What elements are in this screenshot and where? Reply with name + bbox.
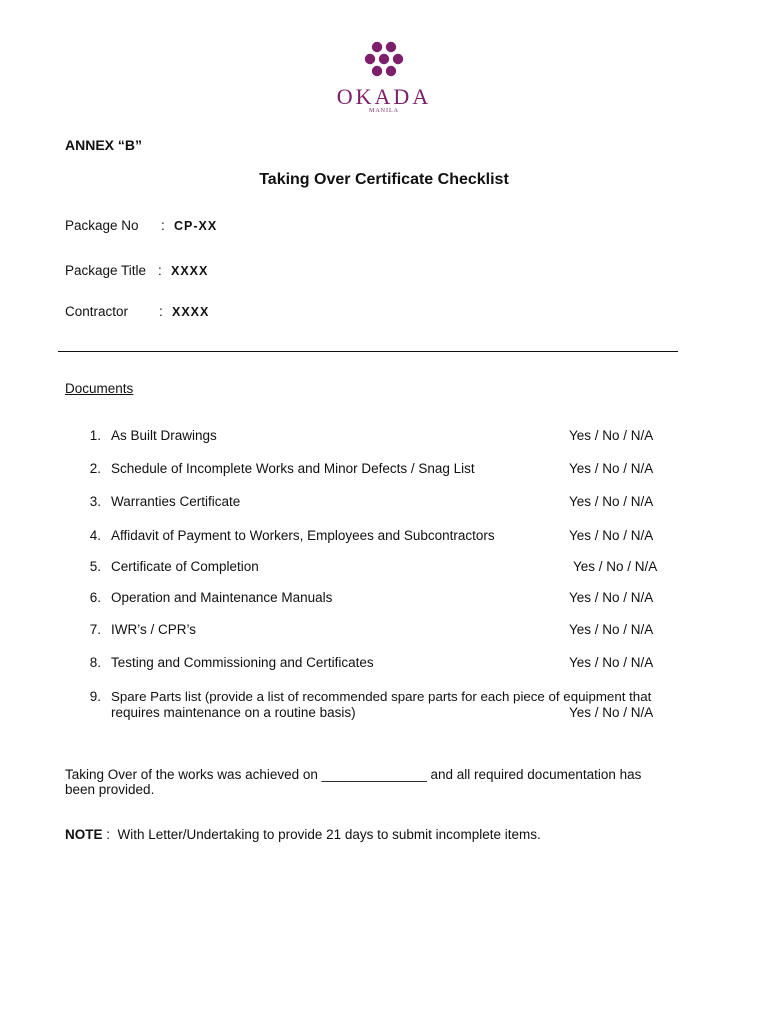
- flower-logo-icon: [364, 40, 404, 82]
- item-number: 8.: [89, 655, 101, 670]
- okada-logo: [329, 40, 439, 120]
- item-text: IWR’s / CPR’s: [111, 622, 197, 637]
- item-text: Affidavit of Payment to Workers, Employees and Subcontractors: [111, 528, 495, 543]
- item-choice: Yes / No / N/A: [569, 461, 654, 476]
- item-text: Operation and Maintenance Manuals: [111, 590, 333, 605]
- item-number: 3.: [89, 494, 101, 509]
- item-choice: Yes / No / N/A: [569, 655, 654, 670]
- item-text-line1: Spare Parts list (provide a list of recommended spare parts for each piece of equipment that: [111, 689, 652, 704]
- item-choice: Yes / No / N/A: [569, 622, 654, 637]
- field-colon: :: [161, 218, 165, 233]
- taking-over-line2: been provided.: [65, 782, 155, 797]
- item-number: 9.: [89, 689, 101, 704]
- documents-heading: Documents: [65, 381, 134, 396]
- item-choice: Yes / No / N/A: [573, 559, 658, 574]
- annex-label: ANNEX “B”: [65, 137, 143, 153]
- field-value: XXXX: [171, 264, 209, 278]
- item-text-line2: requires maintenance on a routine basis): [111, 705, 356, 720]
- item-choice: Yes / No / N/A: [569, 494, 654, 509]
- item-choice: Yes / No / N/A: [569, 428, 654, 443]
- note-label: NOTE: [65, 827, 103, 842]
- note: [65, 827, 541, 842]
- field-label: Package Title: [65, 263, 147, 278]
- item-choice: Yes / No / N/A: [569, 590, 654, 605]
- divider-line: [58, 351, 678, 352]
- item-text: Certificate of Completion: [111, 559, 259, 574]
- field-label: Package No: [65, 218, 139, 233]
- item-choice: Yes / No / N/A: [569, 705, 654, 720]
- item-text: Warranties Certificate: [111, 494, 241, 509]
- field-colon: :: [159, 304, 163, 319]
- item-number: 7.: [89, 622, 101, 637]
- item-text: Testing and Commissioning and Certificates: [111, 655, 374, 670]
- item-text: Schedule of Incomplete Works and Minor Defects / Snag List: [111, 461, 475, 476]
- field-colon: :: [158, 263, 162, 278]
- field-value: XXXX: [172, 305, 210, 319]
- logo-subtitle: MANILA: [369, 108, 399, 114]
- field-label: Contractor: [65, 304, 129, 319]
- item-number: 4.: [89, 528, 101, 543]
- item-number: 5.: [89, 559, 101, 574]
- field-value: CP-XX: [174, 219, 218, 233]
- item-choice: Yes / No / N/A: [569, 528, 654, 543]
- item-number: 6.: [89, 590, 101, 605]
- item-number: 1.: [89, 428, 101, 443]
- item-text: As Built Drawings: [111, 428, 217, 443]
- note-text: : With Letter/Undertaking to provide 21 days to submit incomplete items.: [102, 827, 541, 842]
- document-title: Taking Over Certificate Checklist: [259, 171, 509, 188]
- item-number: 2.: [89, 461, 101, 476]
- logo-wordmark: OKADA: [336, 84, 432, 109]
- taking-over-line1: Taking Over of the works was achieved on ______________ and all required documentation has: [65, 767, 642, 782]
